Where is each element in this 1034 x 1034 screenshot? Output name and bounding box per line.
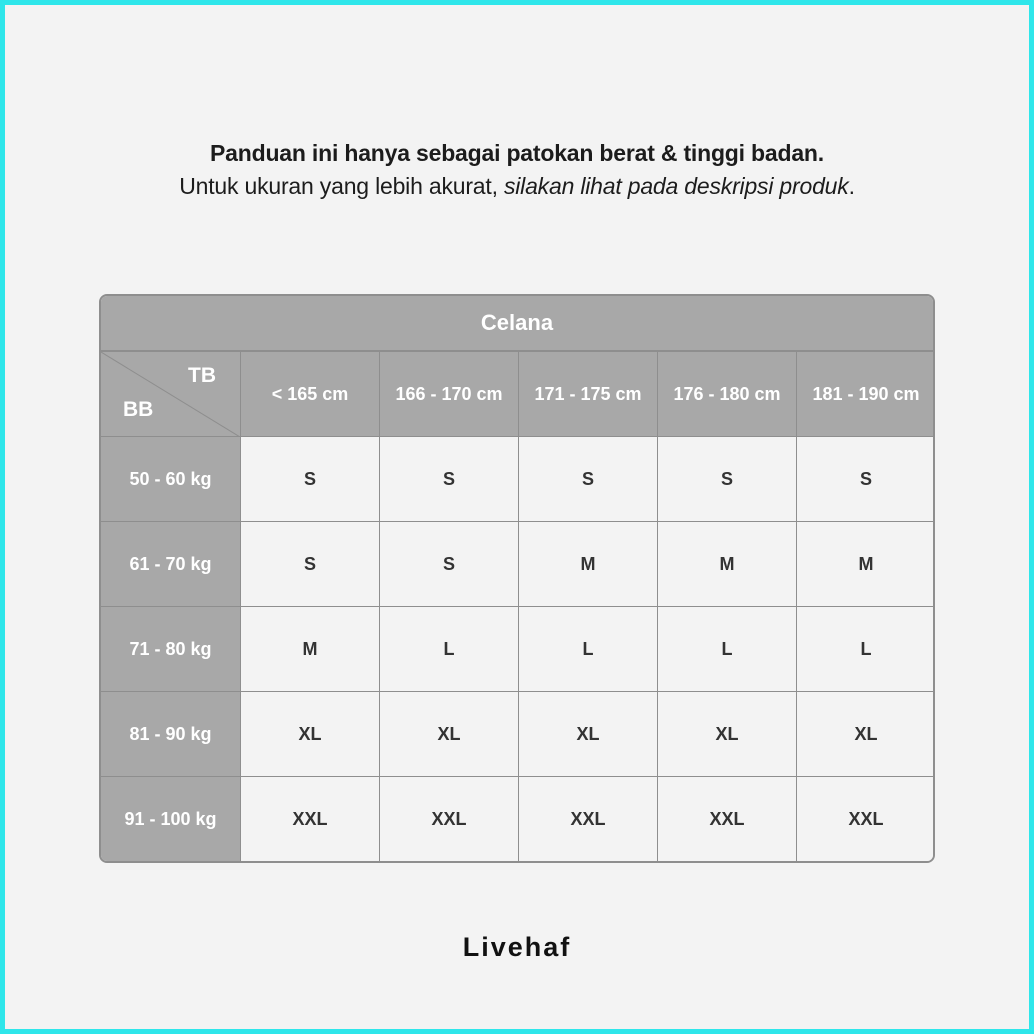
column-header: < 165 cm	[240, 352, 379, 437]
intro-line-2-italic: silakan lihat pada deskripsi produk	[503, 173, 849, 199]
size-cell: S	[379, 522, 518, 607]
size-chart-table	[99, 294, 935, 863]
size-cell: XL	[657, 692, 796, 777]
intro-line-1: Panduan ini hanya sebagai patokan berat & tinggi badan.	[210, 140, 824, 166]
intro-line-2-normal: Untuk ukuran yang lebih akurat,	[179, 173, 504, 199]
size-cell: S	[518, 437, 657, 522]
brand-logo: Livehaf	[462, 932, 572, 962]
size-cell: S	[240, 522, 379, 607]
size-cell: M	[240, 607, 379, 692]
size-cell: L	[518, 607, 657, 692]
size-cell: L	[796, 607, 935, 692]
intro-line-2-end: .	[848, 173, 855, 199]
column-header: 181 - 190 cm	[796, 352, 935, 437]
corner-diagonal-line	[101, 352, 240, 437]
size-cell: XXL	[518, 777, 657, 862]
column-header: 166 - 170 cm	[379, 352, 518, 437]
size-cell: XL	[796, 692, 935, 777]
size-cell: XXL	[657, 777, 796, 862]
row-header: 50 - 60 kg	[101, 437, 240, 522]
column-header: 171 - 175 cm	[518, 352, 657, 437]
size-cell: M	[518, 522, 657, 607]
size-cell: S	[657, 437, 796, 522]
size-cell: XXL	[796, 777, 935, 862]
intro-text	[0, 136, 1034, 202]
size-cell: XL	[240, 692, 379, 777]
size-cell: L	[657, 607, 796, 692]
size-cell: S	[796, 437, 935, 522]
row-header: 61 - 70 kg	[101, 522, 240, 607]
corner-header	[101, 352, 240, 437]
size-cell: XL	[379, 692, 518, 777]
size-cell: XXL	[240, 777, 379, 862]
table-title: Celana	[101, 296, 933, 352]
size-cell: L	[379, 607, 518, 692]
row-header: 81 - 90 kg	[101, 692, 240, 777]
intro-line-2	[0, 170, 1034, 202]
column-header: 176 - 180 cm	[657, 352, 796, 437]
size-cell: M	[796, 522, 935, 607]
size-cell: XXL	[379, 777, 518, 862]
row-header: 71 - 80 kg	[101, 607, 240, 692]
corner-label-bb: BB	[123, 398, 154, 421]
size-cell: XL	[518, 692, 657, 777]
size-cell: S	[379, 437, 518, 522]
corner-label-tb: TB	[188, 364, 216, 387]
size-cell: S	[240, 437, 379, 522]
size-cell: M	[657, 522, 796, 607]
row-header: 91 - 100 kg	[101, 777, 240, 862]
